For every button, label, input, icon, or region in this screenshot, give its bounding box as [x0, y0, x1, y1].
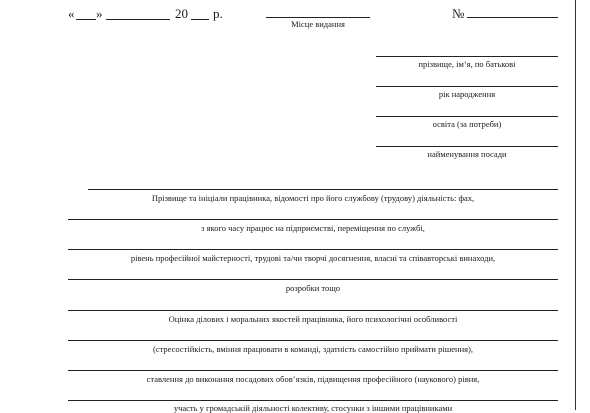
- number-line: [467, 17, 558, 18]
- fullname-caption: прізвище, ім’я, по батькові: [418, 59, 516, 69]
- place-caption: Місце видання: [291, 19, 345, 29]
- body-caption-3: рівень професійної майстерності, трудові та/чи творчі досягнення, власні та співавторські винаходи,: [130, 253, 496, 263]
- education-line: [376, 116, 558, 117]
- body-line-8: [68, 400, 558, 401]
- page-border: [575, 0, 576, 410]
- body-line-6: [68, 340, 558, 341]
- body-line-7: [68, 370, 558, 371]
- body-caption-1: Прізвище та ініціали працівника, відомості про його службову (трудову) діяльність: фах,: [151, 193, 475, 203]
- year-prefix: 20: [175, 6, 188, 21]
- body-caption-4: розробки тощо: [285, 283, 341, 293]
- body-caption-5: Оцінка ділових і моральних якостей працівника, його психологічні особливості: [168, 314, 458, 324]
- place-line: [266, 17, 370, 18]
- body-caption-2: з якого часу працює на підприємстві, переміщення по службі,: [201, 223, 425, 233]
- date-year-line: [191, 19, 209, 20]
- position-caption: найменування посади: [427, 149, 507, 159]
- education-caption: освіта (за потреби): [432, 119, 502, 129]
- body-caption-6: (стресостійкість, вміння працювати в команді, здатність самостійно приймати рішення),: [152, 344, 473, 354]
- birth-year-line: [376, 86, 558, 87]
- fullname-line: [376, 56, 558, 57]
- date-open-quote: «: [68, 6, 75, 21]
- date-day-line: [76, 19, 96, 20]
- body-caption-7: ставлення до виконання посадових обов’язків, підвищення професійного (наукового) рівня,: [146, 374, 480, 384]
- body-line-5: [68, 310, 558, 311]
- body-line-3: [68, 249, 558, 250]
- date-month-line: [106, 19, 170, 20]
- body-line-4: [68, 279, 558, 280]
- body-line-1: [88, 189, 558, 190]
- year-suffix: р.: [213, 6, 223, 21]
- body-caption-8: участь у громадській діяльності колективу, стосунки з іншими працівниками: [173, 403, 453, 413]
- number-sign: №: [452, 6, 465, 21]
- date-close-quote: »: [96, 6, 103, 21]
- body-line-2: [68, 219, 558, 220]
- position-line: [376, 146, 558, 147]
- birth-year-caption: рік народження: [438, 89, 496, 99]
